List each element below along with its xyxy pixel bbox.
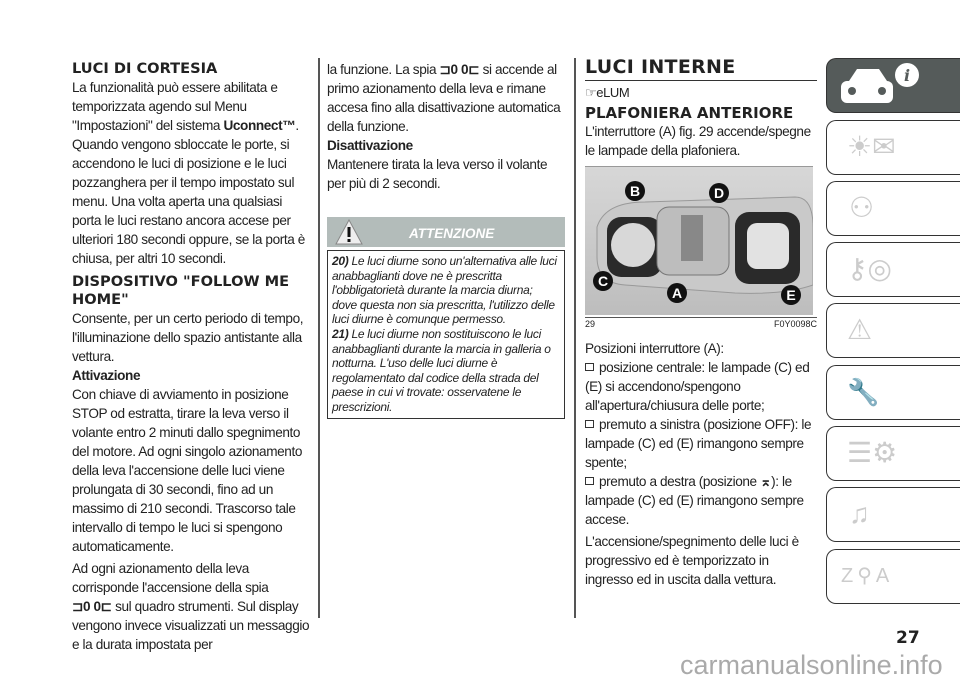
heading-follow-me-home: DISPOSITIVO "FOLLOW ME HOME": [72, 273, 290, 308]
figure-code: F0Y0098C: [773, 319, 817, 329]
paragraph: [327, 60, 565, 136]
bullet-icon: [585, 420, 594, 428]
list-gear-icon: ☰⚙: [847, 437, 898, 468]
follow-me-home-lamp-icon: ⊐0 0⊏: [439, 62, 480, 77]
label-d: D: [709, 183, 729, 203]
text: si accende al primo azionamento della leva e rimane accesa fino alla disattivazione automatica della funzione.: [327, 62, 561, 134]
paragraph: L'accensione/spegnimento delle luci è progressivo ed è temporizzato in ingresso ed in uscita dalla vettura.: [585, 534, 799, 587]
follow-me-home-lamp-icon: ⊐0 0⊏: [72, 599, 112, 614]
label-b: B: [625, 181, 645, 201]
tab-multimedia[interactable]: [826, 487, 960, 542]
label-e: E: [781, 285, 801, 305]
column-divider: [318, 58, 320, 618]
text: sul quadro strumenti. Sul display vengono invece visualizzati un messaggio e la durata impostata per: [72, 599, 310, 652]
column-2: [327, 60, 565, 419]
car-warning-icon: ⚠: [847, 314, 873, 345]
text: premuto a destra (posizione: [599, 474, 761, 489]
ceiling-light-illustration: [585, 167, 813, 315]
text: Ad ogni azionamento della leva corrisponde l'accensione della spia: [72, 561, 269, 595]
note-number: 20): [332, 254, 349, 268]
key-steering-icon: ⚷◎: [847, 253, 892, 284]
page-number: 27: [896, 628, 920, 648]
note-number: 21): [332, 326, 349, 341]
text: premuto a sinistra (posizione OFF): le lampade (C) ed (E) rimangono sempre spente;: [585, 417, 812, 470]
music-icon: ♫: [849, 498, 870, 529]
bullet-item: [585, 415, 817, 472]
paragraph: L'interruttore (A) fig. 29 accende/spegne le lampade della plafoniera.: [585, 124, 811, 158]
tab-index[interactable]: [826, 549, 960, 604]
paragraph: [72, 78, 310, 268]
car-info-icon: [827, 59, 947, 111]
tab-car-info[interactable]: [826, 58, 960, 113]
sun-envelope-icon: ☀✉: [847, 131, 896, 162]
note-text: Le luci diurne non sostituiscono le luci anabbaglianti durante la marcia in galleria o notturna. L'uso delle luci diurne è regolamentato dal codice della strada del paese in cui vi trovate: osservatene le prescrizioni.: [332, 326, 551, 414]
tab-technical-data[interactable]: [826, 426, 960, 481]
airbag-icon: ⚇: [849, 192, 875, 223]
car-wrench-icon: 🔧: [847, 377, 880, 407]
tab-emergency[interactable]: [826, 303, 960, 358]
text: . Quando vengono sbloccate le porte, si accendono le luci di posizione e le luci pozzanghera per il tempo impostato sul menu. Una volta aperta una qualsiasi porta le luci restano ancora accese per ulteriori 180 secondi oppure, se la porta è chiusa, per altri 10 secondi.: [72, 118, 305, 266]
column-1: [72, 60, 310, 654]
paragraph: Mantenere tirata la leva verso il volante per più di 2 secondi.: [327, 157, 548, 191]
tab-safety[interactable]: [826, 181, 960, 236]
elum-icon: ☞eLUM: [585, 85, 630, 100]
paragraph: Consente, per un certo periodo di tempo, l'illuminazione dello spazio antistante alla vettura.: [72, 311, 304, 364]
subheading-attivazione: Attivazione: [72, 368, 141, 383]
index-search-icon: Z⚲A: [841, 565, 894, 587]
bullet-item: [585, 358, 817, 415]
tab-starting-driving[interactable]: [826, 242, 960, 297]
label-a: A: [667, 283, 687, 303]
heading-luci-cortesia: LUCI DI CORTESIA: [72, 60, 218, 77]
attention-banner: [327, 217, 565, 247]
courtesy-light-icon: ⌅: [760, 474, 772, 489]
note-text: Le luci diurne sono un'alternativa alle luci anabbaglianti dove ne è prescritta l'obbligatorietà durante la marcia diurna; dove questa non sia prescritta, l'utilizzo delle luci diurne è comunque permesso.: [332, 254, 557, 327]
column-3: [585, 56, 817, 589]
subheading-disattivazione: Disattivazione: [327, 138, 413, 153]
paragraph: Con chiave di avviamento in posizione STOP od estratta, tirare la leva verso il volante entro 2 minuti dallo spegnimento del motore. Ad ogni singolo azionamento della leva l'accensione delle luci viene prolungata di 30 secondi, fino ad un massimo di 210 secondi. Trascorso tale intervallo di tempo le luci si spengono automaticamente.: [72, 387, 303, 554]
text: La funzionalità può essere abilitata e temporizzata agendo sul Menu "Impostazioni" del sistema: [72, 80, 278, 133]
figure-caption: [585, 317, 817, 331]
tab-maintenance[interactable]: [826, 365, 960, 420]
attention-notes: [327, 250, 565, 419]
column-divider: [574, 58, 576, 618]
attention-title: ATTENZIONE: [409, 226, 495, 241]
heading-plafoniera: PLAFONIERA ANTERIORE: [585, 104, 794, 122]
bullet-icon: [585, 477, 594, 485]
section-title: LUCI INTERNE: [585, 56, 817, 81]
text: ): le lampade (C) ed (E) rimangono sempre accese.: [585, 474, 804, 527]
warning-triangle-icon: [335, 219, 363, 245]
figure-number: 29: [585, 319, 596, 329]
label-c: C: [593, 271, 613, 291]
paragraph: Posizioni interruttore (A):: [585, 341, 724, 356]
tab-warning-lights[interactable]: [826, 120, 960, 175]
bullet-icon: [585, 363, 594, 371]
watermark: carmanualsonline.info: [680, 650, 943, 680]
svg-text:i: i: [904, 66, 911, 85]
text: posizione centrale: le lampade (C) ed (E) si accendono/spengono all'apertura/chiusura delle porte;: [585, 360, 810, 413]
brand-text: Uconnect™: [223, 118, 296, 133]
paragraph: [72, 559, 310, 654]
figure-ceiling-light: [585, 166, 813, 315]
bullet-item: [585, 472, 817, 529]
text: la funzione. La spia: [327, 62, 440, 77]
elum-label: eLUM: [596, 85, 630, 100]
